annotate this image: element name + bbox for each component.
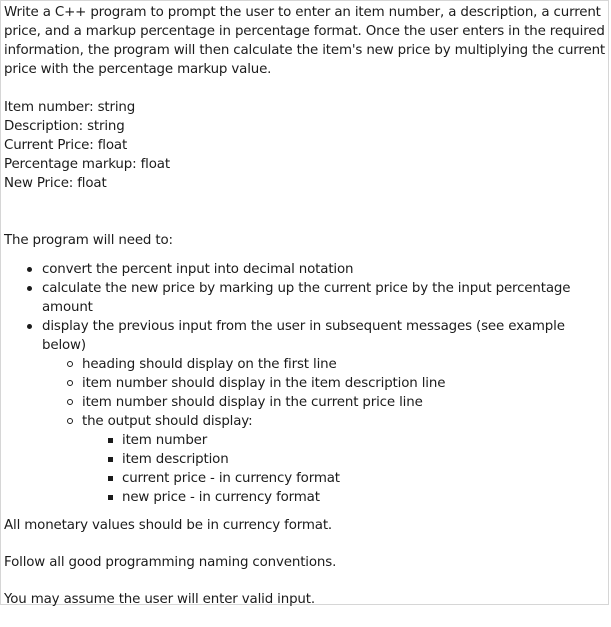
variable-list bbox=[4, 98, 606, 193]
closing-valid-input: You may assume the user will enter valid input. bbox=[4, 592, 315, 607]
closing-notes bbox=[4, 516, 606, 609]
list-item bbox=[82, 393, 606, 412]
requirement-convert: convert the percent input into decimal notation bbox=[42, 262, 354, 277]
output-item-description: item description bbox=[122, 452, 229, 467]
list-item bbox=[122, 469, 606, 488]
variable-description: Description: string bbox=[4, 119, 125, 134]
output-current-price: current price - in currency format bbox=[122, 471, 340, 486]
list-item bbox=[122, 450, 606, 469]
variable-new-price: New Price: float bbox=[4, 176, 107, 191]
sub-desc-line: item number should display in the item description line bbox=[82, 376, 446, 391]
output-item-number: item number bbox=[122, 433, 208, 448]
requirement-display: display the previous input from the user in subsequent messages (see example below) bbox=[42, 319, 565, 353]
list-item bbox=[42, 279, 606, 317]
list-item bbox=[82, 412, 606, 507]
list-item bbox=[42, 317, 606, 507]
output-new-price: new price - in currency format bbox=[122, 490, 320, 505]
closing-naming: Follow all good programming naming conventions. bbox=[4, 555, 337, 570]
sub-output: the output should display: bbox=[82, 414, 253, 429]
sub-price-line: item number should display in the current price line bbox=[82, 395, 423, 410]
assignment-text bbox=[4, 3, 606, 627]
variable-current-price: Current Price: float bbox=[4, 138, 128, 153]
variable-item-number: Item number: string bbox=[4, 100, 136, 115]
requirements-list bbox=[4, 260, 606, 507]
list-item bbox=[82, 355, 606, 374]
requirements-heading: The program will need to: bbox=[4, 233, 173, 248]
intro-paragraph: Write a C++ program to prompt the user to enter an item number, a description, a current price, and a markup percentage in percentage format. Once the user enters in the required information, the program will then calculate the item's new price by multiplying the current price with the percentage markup value. bbox=[4, 5, 606, 77]
list-item bbox=[82, 374, 606, 393]
requirement-calculate: calculate the new price by marking up the current price by the input percentage amount bbox=[42, 281, 571, 315]
variable-percentage-markup: Percentage markup: float bbox=[4, 157, 170, 172]
list-item bbox=[122, 431, 606, 450]
list-item bbox=[122, 488, 606, 507]
closing-currency: All monetary values should be in currency format. bbox=[4, 518, 333, 533]
sub-heading: heading should display on the first line bbox=[82, 357, 337, 372]
list-item bbox=[42, 260, 606, 279]
